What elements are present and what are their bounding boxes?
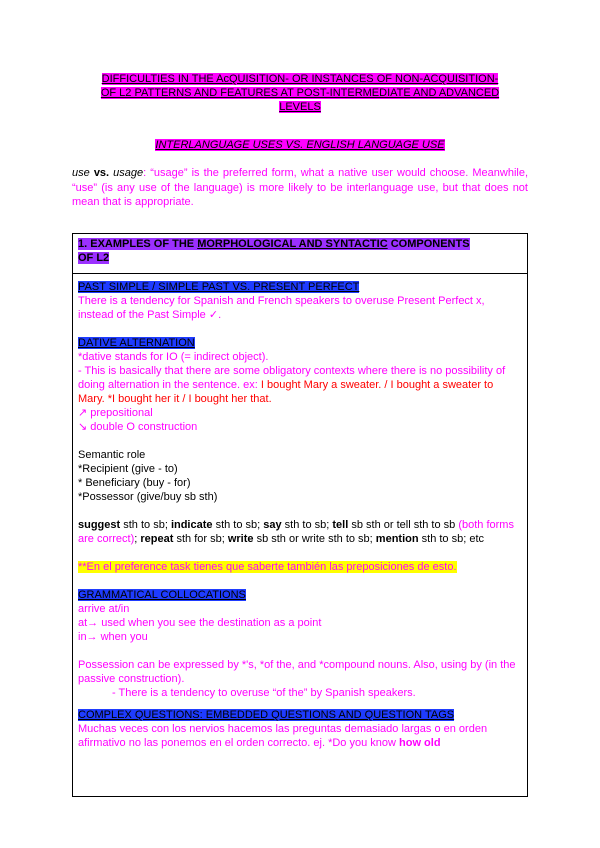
verb-text-7: sb sth or write sth to sb; (253, 533, 376, 545)
dative-double-o: ↘ double O construction (78, 421, 198, 433)
title-line-2: OF L2 PATTERNS AND FEATURES AT POST-INTERMEDIATE AND ADVANCED (100, 87, 500, 99)
title-line-3: LEVELS (279, 101, 321, 113)
intro-use: use (72, 167, 90, 179)
intro-text: : “usage” is the preferred form, what a native user would choose. Meanwhile, “use” (is any use of the language) is more likely to be interlanguage use, but that does not mean that is appropriate. (72, 167, 529, 208)
verb-text-3: sth to sb; (281, 519, 333, 531)
semantic-role-recipient: *Recipient (give - to) (78, 463, 178, 475)
examples-box (72, 233, 528, 797)
box-header-prefix: 1. EXAMPLES OF THE (78, 238, 198, 250)
verb-text-6: sth for sb; (173, 533, 228, 545)
section-heading-complex-questions: COMPLEX QUESTIONS: EMBEDDED QUESTIONS AND QUESTION TAGS (78, 709, 455, 721)
collocation-line-3: in→ when you (78, 631, 148, 643)
verb-patterns (78, 518, 522, 546)
box-body (73, 274, 527, 750)
verb-text-4: sb sth or tell sth to sb (348, 519, 459, 531)
verb-write: write (227, 533, 254, 545)
complex-questions-body: Muchas veces con los nervios hacemos las preguntas demasiado largas o en orden afirmativo no las ponemos en el orden correcto. ej. *Do you know (78, 723, 488, 749)
semantic-role-possessor: *Possessor (give/buy sb sth) (78, 491, 218, 503)
dative-line-2 (78, 364, 522, 406)
dative-line-1: *dative stands for IO (= indirect object). (78, 351, 269, 363)
verb-text-1: sth to sb; (120, 519, 171, 531)
box-header-suffix: COMPONENTS (387, 238, 470, 250)
collocation-line-1: arrive at/in (78, 603, 130, 615)
verb-indicate: indicate (170, 519, 213, 531)
dative-line-2-text: - This is basically that there are some obligatory contexts where there is no possibility of doing alternation in the sentence. ex: (78, 365, 506, 391)
document-title (72, 72, 528, 114)
verb-mention: mention (375, 533, 419, 545)
intro-paragraph (72, 166, 528, 210)
verb-tell: tell (332, 519, 349, 531)
document-subtitle (72, 138, 528, 152)
box-header-line-1 (78, 238, 470, 250)
section-heading-dative: DATIVE ALTERNATION (78, 337, 195, 349)
intro-usage: usage (113, 167, 144, 179)
verb-suggest: suggest (78, 519, 121, 531)
box-header-underlined: MORPHOLOGICAL AND SYNTACTIC (197, 238, 388, 250)
subtitle-text: INTERLANGUAGE USES VS. ENGLISH LANGUAGE USE (155, 139, 445, 151)
verb-text-5: ; (134, 533, 141, 545)
verb-text-8: sth to sb; etc (418, 533, 484, 545)
dative-prepositional: ↗ prepositional (78, 407, 153, 419)
dative-examples: I bought Mary a sweater. / I bought a sweater to Mary. *I bought her it / I bought her that. (78, 379, 494, 405)
possession-bullet: - There is a tendency to overuse “of the” by Spanish speakers. (112, 687, 416, 699)
box-header-line-2: OF L2 (78, 252, 110, 264)
section-text-past-simple: There is a tendency for Spanish and French speakers to overuse Present Perfect x, instead of the Past Simple ✓. (78, 295, 485, 321)
complex-questions-text (78, 722, 522, 750)
title-line-1: DIFFICULTIES IN THE AcQUISITION- OR INSTANCES OF NON-ACQUISITION- (101, 73, 499, 85)
intro-vs: vs. (93, 167, 110, 179)
section-heading-collocations: GRAMMATICAL COLLOCATIONS (78, 589, 246, 601)
verb-say: say (263, 519, 282, 531)
semantic-role-beneficiary: * Beneficiary (buy - for) (78, 477, 191, 489)
possession-paragraph: Possession can be expressed by *'s, *of the, and *compound nouns. Also, using by (in the passive construction). (78, 659, 516, 685)
section-heading-past-simple: PAST SIMPLE / SIMPLE PAST VS. PRESENT PERFECT (78, 281, 360, 293)
preference-task-note: **En el preference task tienes que saberte también las preposiciones de esto. (78, 561, 457, 573)
box-header (73, 234, 527, 274)
verb-repeat: repeat (140, 533, 174, 545)
complex-questions-bold: how old (399, 737, 441, 749)
verb-note: (both forms are correct) (78, 519, 514, 545)
semantic-role-title: Semantic role (78, 449, 146, 461)
verb-text-2: sth to sb; (212, 519, 264, 531)
collocation-line-2: at→ used when you see the destination as a point (78, 617, 322, 629)
